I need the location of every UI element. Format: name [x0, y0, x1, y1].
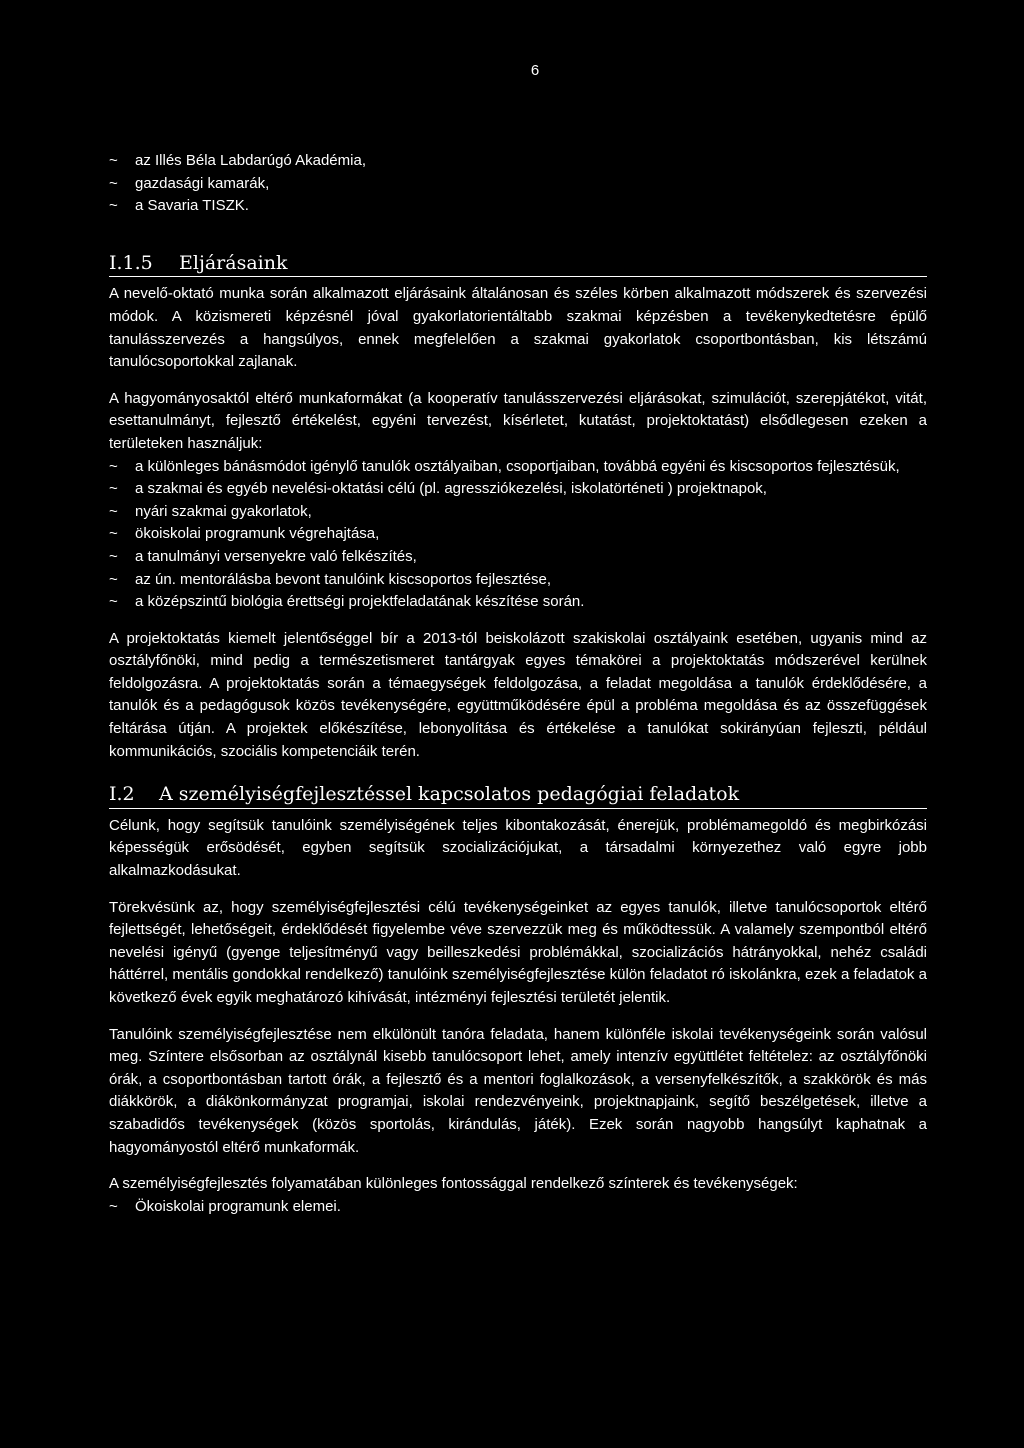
list-item: ~ nyári szakmai gyakorlatok,	[109, 501, 927, 524]
paragraph: A személyiségfejlesztés folyamatában különleges fontossággal rendelkező színterek és tevékenységek:	[109, 1175, 798, 1193]
list-item: ~ az Illés Béla Labdarúgó Akadémia,	[109, 150, 927, 173]
list-item: ~ a tanulmányi versenyekre való felkészítés,	[109, 546, 927, 569]
list-item: ~ ökoiskolai programunk végrehajtása,	[109, 523, 927, 546]
dash-bullet-icon: ~	[109, 547, 118, 565]
paragraph: Célunk, hogy segítsük tanulóink személyiségének teljes kibontakozását, énerejük, problémamegoldó és megbirkózási képességük erősödését, egyben segítsük szocializációjukat, a társadalmi környezethez való egyre jobb alkalmazkodásukat.	[109, 816, 927, 880]
list-item: ~ az ún. mentorálásba bevont tanulóink kiscsoportos fejlesztése,	[109, 569, 927, 592]
section-number: I.1.5	[109, 251, 153, 274]
dash-bullet-icon: ~	[109, 570, 118, 588]
section-title: Eljárásaink	[179, 251, 288, 274]
list-item: ~ a Savaria TISZK.	[109, 195, 927, 218]
partner-list	[109, 150, 927, 218]
paragraph: A nevelő-oktató munka során alkalmazott eljárásaink általánosan és széles körben alkalmazott módszerek és szervezési módok. A közismereti képzésnél jóval gyakorlatorientáltabb szakmai képzésben a tevékenykedtetésre épülő tanulásszervezés a hangsúlyos, ennek megfelelően a szakmai gyakorlatok csoportbontásban, kis létszámú tanulócsoportokkal zajlanak.	[109, 285, 927, 371]
dash-bullet-icon: ~	[109, 197, 118, 215]
dash-bullet-icon: ~	[109, 1197, 118, 1215]
section-number: I.2	[109, 783, 135, 806]
activities-list	[109, 1196, 927, 1219]
dash-bullet-icon: ~	[109, 457, 118, 475]
list-item: ~ a különleges bánásmódot igénylő tanulók osztályaiban, csoportjaiban, továbbá egyéni és kiscsoportos fejlesztésük,	[109, 456, 927, 479]
dash-bullet-icon: ~	[109, 502, 118, 520]
paragraph: A hagyományosaktól eltérő munkaformákat (a kooperatív tanulásszervezési eljárásokat, szimulációt, szerepjátékot, vitát, esettanulmányt, fejlesztő értékelést, egyéni tervezést, kísérletet, kutatást, projektoktatást) elsődlegesen ezeken a területeken használjuk:	[109, 389, 927, 452]
dash-bullet-icon: ~	[109, 174, 118, 192]
paragraph: Törekvésünk az, hogy személyiségfejlesztési célú tevékenységeinket az egyes tanulók, illetve tanulócsoportok eltérő fejlettségét, lehetőségeit, érdeklődését figyelembe véve szervezzük meg és működtessük. A valamely szempontból eltérő nevelési igényű (gyenge teljesítményű vagy beilleszkedési problémákkal, szocializációs hátrányokkal, nehéz családi háttérrel, mentális gondokkal rendelkező) tanulóink személyiségfejlesztése külön feladatot ró iskolánkra, ezek a feladatok a következő évek egyik meghatározó kihívását, intézményi fejlesztési területét jelentik.	[109, 898, 927, 1006]
page-number: 6	[530, 62, 540, 79]
section-heading-szemelyisegfejlesztes	[109, 783, 927, 809]
page-content	[109, 150, 927, 1218]
dash-bullet-icon: ~	[109, 525, 118, 543]
section-heading-eljarasaink	[109, 252, 927, 278]
dash-bullet-icon: ~	[109, 480, 118, 498]
list-item: ~ a szakmai és egyéb nevelési-oktatási célú (pl. agressziókezelési, iskolatörténeti ) projektnapok,	[109, 478, 927, 501]
paragraph: A projektoktatás kiemelt jelentőséggel bír a 2013-tól beiskolázott szakiskolai osztályaink esetében, ugyanis mind az osztályfőnöki, mind pedig a természetismeret tantárgyak egyes témakörei a projektoktatás módszerével kerülnek feldolgozásra. A projektoktatás során a témaegységek feldolgozása, a feladat megoldása a tanulók érdeklődésére, a tanulók és a pedagógusok közös tevékenységére, együttműködésére épül a probléma megoldása és az összefüggések feltárása útján. A projektek előkészítése, lebonyolítása és értékelése a tanulókat sokirányúan fejleszti, például kommunikációs, szociális kompetenciáik terén.	[109, 629, 927, 760]
section-title: A személyiségfejlesztéssel kapcsolatos pedagógiai feladatok	[159, 783, 740, 806]
list-item: ~ gazdasági kamarák,	[109, 173, 927, 196]
dash-bullet-icon: ~	[109, 593, 118, 611]
list-item: ~ Ökoiskolai programunk elemei.	[109, 1196, 927, 1219]
work-forms-list	[109, 456, 927, 614]
list-item: ~ a középszintű biológia érettségi projektfeladatának készítése során.	[109, 591, 927, 614]
paragraph: Tanulóink személyiségfejlesztése nem elkülönült tanóra feladata, hanem különféle iskolai tevékenységeink során valósul meg. Színtere elsősorban az osztálynál kisebb tanulócsoport lehet, amely intenzív együttlétet feltételez: az osztályfőnöki órák, a csoportbontásban tartott órák, a fejlesztő és a mentori foglalkozások, a versenyfelkészítők, a szakkörök és más diákkörök, a diákönkormányzat programjai, iskolai rendezvényeink, projektnapjaink, segítő beszélgetések, illetve a szabadidős tevékenységek (közös sportolás, kirándulás, játék). Ezek során nagyobb hangsúlyt kaphatnak a hagyományostól eltérő munkaformák.	[109, 1025, 927, 1156]
dash-bullet-icon: ~	[109, 152, 118, 169]
